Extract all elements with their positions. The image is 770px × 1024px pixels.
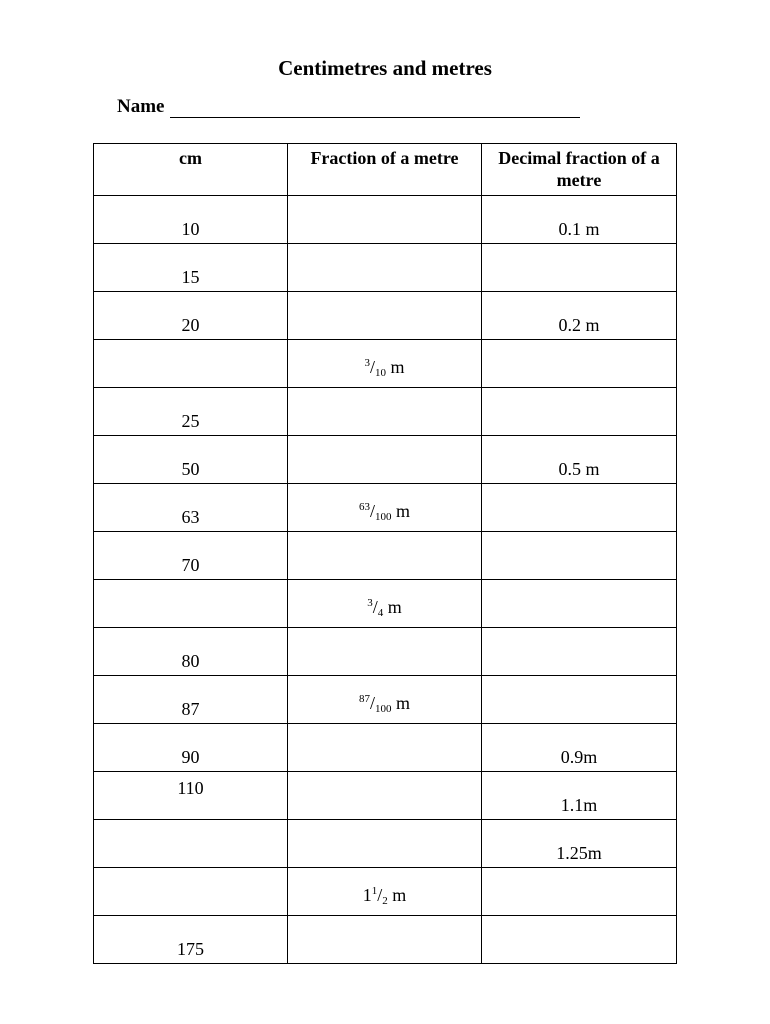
table-row	[94, 916, 677, 964]
fraction-unit: m	[396, 693, 411, 713]
decimal-value: 0.5 m	[558, 459, 600, 479]
decimal-cell[interactable]	[482, 292, 677, 340]
fraction-unit: m	[392, 885, 407, 905]
cm-cell[interactable]	[94, 868, 288, 916]
decimal-value: 0.9m	[560, 747, 598, 767]
fraction-denominator: 2	[382, 895, 388, 907]
cm-cell[interactable]	[94, 820, 288, 868]
table-row	[94, 868, 677, 916]
decimal-cell[interactable]	[482, 244, 677, 292]
page-title: Centimetres and metres	[278, 56, 492, 80]
name-field	[117, 96, 580, 118]
decimal-value: 1.25m	[556, 843, 602, 863]
decimal-cell[interactable]	[482, 772, 677, 820]
header-decimal: Decimal fraction of a metre	[482, 144, 677, 196]
decimal-value: 0.2 m	[558, 315, 600, 335]
table-row	[94, 388, 677, 436]
cm-value: 90	[181, 747, 200, 767]
decimal-cell[interactable]	[482, 196, 677, 244]
fraction-numerator: 3	[367, 597, 373, 609]
cm-value: 70	[181, 555, 200, 575]
decimal-cell[interactable]	[482, 868, 677, 916]
decimal-cell[interactable]	[482, 676, 677, 724]
cm-value: 110	[177, 778, 204, 798]
cm-cell[interactable]	[94, 916, 288, 964]
fraction-numerator: 3	[364, 357, 370, 369]
cm-value: 175	[177, 939, 204, 959]
fraction-value: $^3/_4$ m	[367, 597, 402, 619]
cm-value: 15	[181, 267, 200, 287]
fraction-numerator: 1	[371, 885, 378, 897]
decimal-cell[interactable]	[482, 436, 677, 484]
decimal-value: 0.1 m	[558, 219, 600, 239]
decimal-cell[interactable]	[482, 532, 677, 580]
fraction-cell[interactable]	[288, 388, 482, 436]
decimal-value: 1.1m	[560, 795, 598, 815]
table-row	[94, 580, 677, 628]
fraction-unit: m	[387, 597, 402, 617]
cm-value: 10	[181, 219, 200, 239]
fraction-denominator: 100	[375, 511, 392, 523]
conversion-table	[93, 143, 677, 964]
fraction-cell[interactable]	[288, 580, 482, 628]
table-row	[94, 532, 677, 580]
fraction-cell[interactable]	[288, 772, 482, 820]
decimal-cell[interactable]	[482, 484, 677, 532]
cm-value: 80	[181, 651, 200, 671]
table-row	[94, 292, 677, 340]
decimal-cell[interactable]	[482, 340, 677, 388]
fraction-numerator: 63	[358, 501, 370, 513]
decimal-cell[interactable]	[482, 724, 677, 772]
cm-cell[interactable]	[94, 340, 288, 388]
fraction-whole: 1	[362, 885, 372, 905]
name-blank-line[interactable]	[170, 98, 580, 118]
fraction-cell[interactable]	[288, 868, 482, 916]
fraction-value: $1^1/_2$ m	[362, 885, 407, 907]
fraction-denominator: 10	[375, 367, 386, 379]
cm-cell[interactable]	[94, 724, 288, 772]
header-fraction: Fraction of a metre	[288, 144, 482, 196]
table-row	[94, 724, 677, 772]
cm-value: 87	[181, 699, 200, 719]
cm-cell[interactable]	[94, 196, 288, 244]
fraction-unit: m	[396, 501, 411, 521]
decimal-cell[interactable]	[482, 580, 677, 628]
table-header-row	[94, 144, 677, 196]
cm-cell[interactable]	[94, 292, 288, 340]
fraction-cell[interactable]	[288, 724, 482, 772]
table-row	[94, 628, 677, 676]
cm-cell[interactable]	[94, 436, 288, 484]
decimal-cell[interactable]	[482, 628, 677, 676]
fraction-value: $^{63}/_{100}$ m	[358, 501, 411, 523]
fraction-cell[interactable]	[288, 676, 482, 724]
table-row	[94, 676, 677, 724]
table-row	[94, 436, 677, 484]
fraction-cell[interactable]	[288, 916, 482, 964]
fraction-cell[interactable]	[288, 484, 482, 532]
cm-value: 63	[181, 507, 200, 527]
fraction-cell[interactable]	[288, 532, 482, 580]
fraction-cell[interactable]	[288, 244, 482, 292]
fraction-denominator: 4	[377, 607, 384, 619]
table-row	[94, 820, 677, 868]
fraction-cell[interactable]	[288, 436, 482, 484]
fraction-value: $^{87}/_{100}$ m	[358, 693, 411, 715]
fraction-cell[interactable]	[288, 820, 482, 868]
cm-value: 25	[181, 411, 200, 431]
table-row	[94, 772, 677, 820]
decimal-cell[interactable]	[482, 820, 677, 868]
cm-value: 20	[181, 315, 200, 335]
cm-cell[interactable]	[94, 580, 288, 628]
decimal-cell[interactable]	[482, 388, 677, 436]
table-row	[94, 196, 677, 244]
fraction-cell[interactable]	[288, 340, 482, 388]
header-cm: cm	[94, 144, 288, 196]
name-label: Name	[117, 96, 165, 117]
cm-cell[interactable]	[94, 676, 288, 724]
table-row	[94, 244, 677, 292]
decimal-cell[interactable]	[482, 916, 677, 964]
cm-cell[interactable]	[94, 388, 288, 436]
fraction-cell[interactable]	[288, 628, 482, 676]
fraction-value: $^3/_{10}$ m	[364, 357, 405, 379]
table-row	[94, 340, 677, 388]
fraction-unit: m	[390, 357, 405, 377]
fraction-cell[interactable]	[288, 196, 482, 244]
fraction-denominator: 100	[375, 703, 392, 715]
table-row	[94, 484, 677, 532]
cm-value: 50	[181, 459, 200, 479]
cm-cell[interactable]	[94, 532, 288, 580]
cm-cell[interactable]	[94, 244, 288, 292]
cm-cell[interactable]	[94, 484, 288, 532]
fraction-cell[interactable]	[288, 292, 482, 340]
cm-cell[interactable]	[94, 628, 288, 676]
fraction-numerator: 87	[358, 693, 370, 705]
cm-cell[interactable]	[94, 772, 288, 820]
